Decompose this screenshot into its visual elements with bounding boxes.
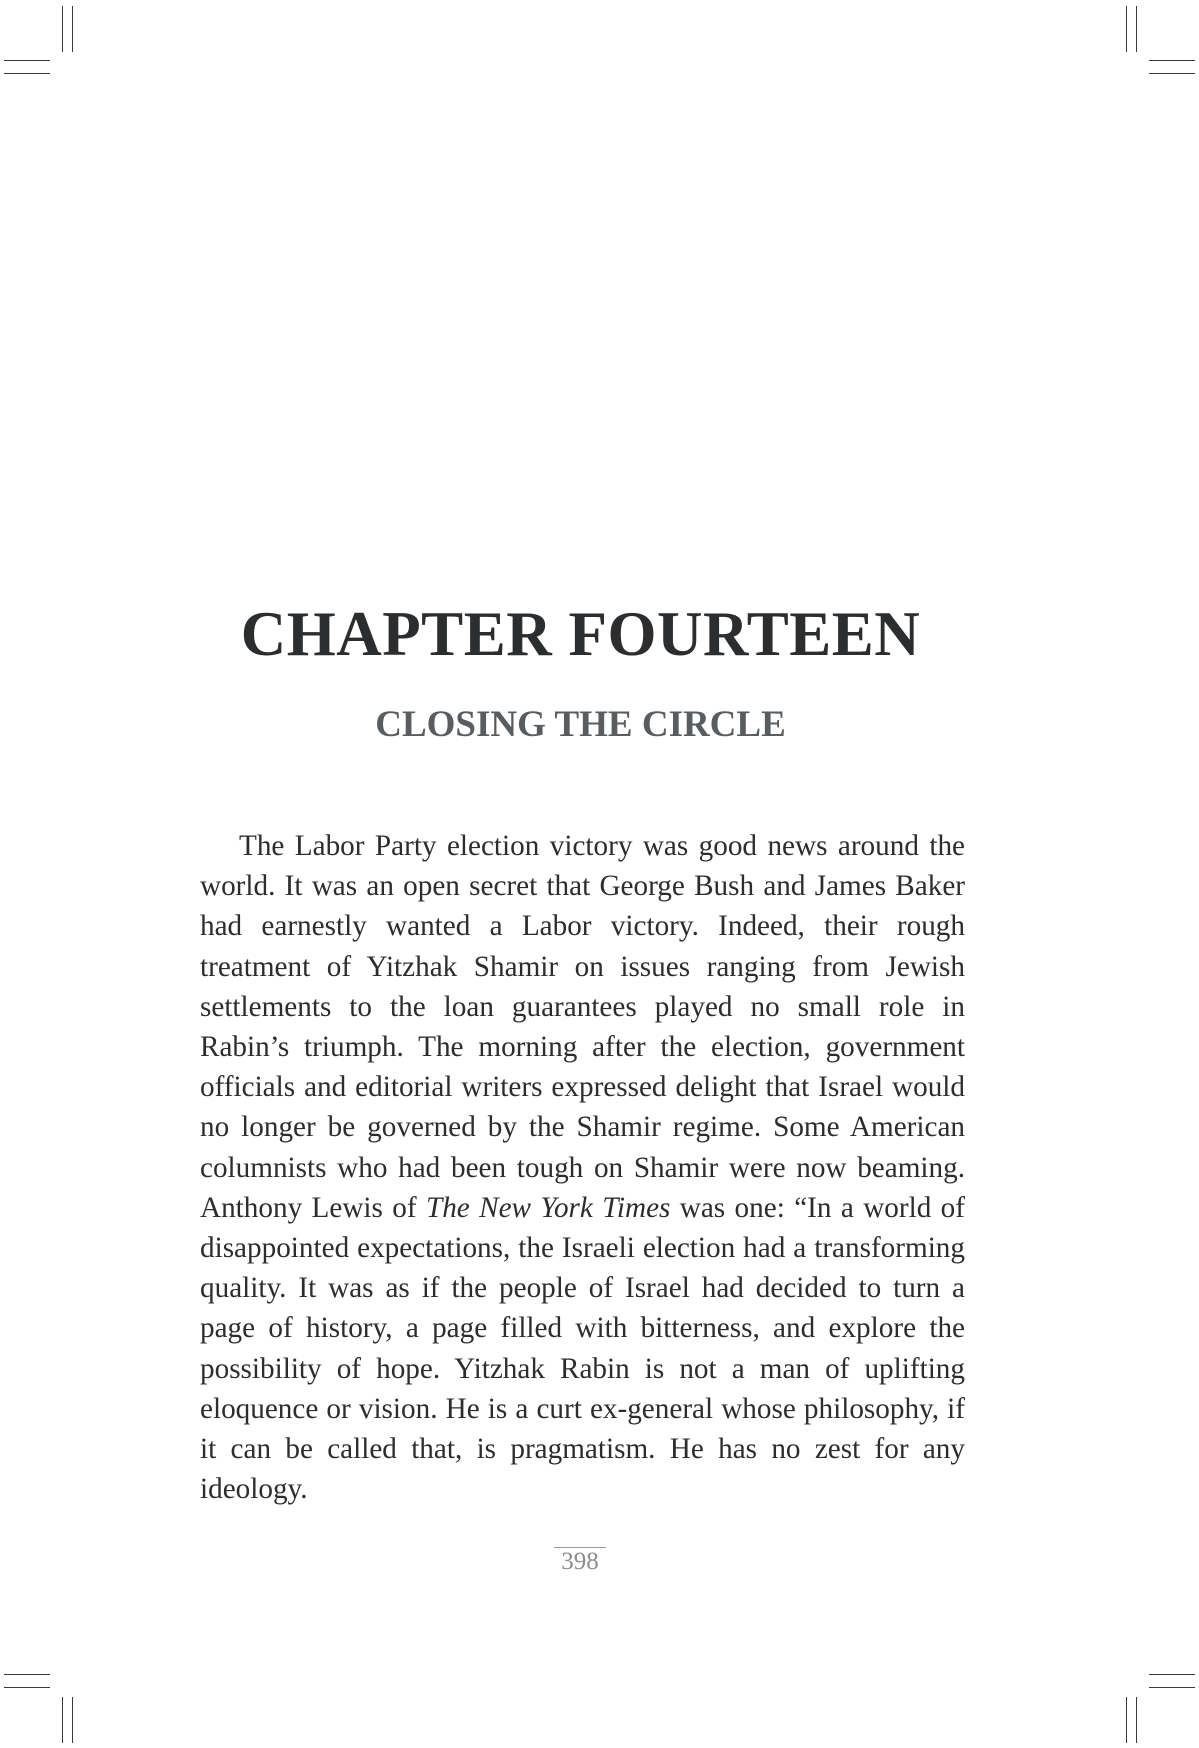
crop-mark-top-right-v1: [1126, 6, 1127, 52]
crop-mark-bottom-right-v2: [1136, 1697, 1137, 1743]
chapter-title: CHAPTER FOURTEEN: [240, 599, 921, 669]
crop-mark-bottom-left-h2: [4, 1687, 50, 1688]
body-text-part-1: The Labor Party election victory was good news around the world. It was an open secret that George Bush and James Baker had earnestly wanted a Labor victory. Indeed, their rough treatment of Yitzhak Shamir on issues ranging from Jewish settlements to the loan guarantees played no small role in Rabin’s triumph. The morning after the election, government officials and editorial writers expressed delight that Israel would no longer be governed by the Shamir regime. Some American columnists who had been tough on Shamir were now beaming. Anthony Lewis of: [200, 830, 965, 1224]
crop-mark-top-left-h2: [4, 73, 50, 74]
crop-mark-bottom-right-h1: [1149, 1674, 1195, 1675]
crop-mark-top-left-v1: [62, 6, 63, 52]
page-number: 398: [554, 1547, 606, 1576]
publication-title: The New York Times: [425, 1191, 671, 1224]
crop-mark-top-left-h1: [4, 60, 50, 61]
body-text-part-2: was one: “In a world of disappointed expectations, the Israeli election had a transforming quality. It was as if the people of Israel had decided to turn a page of history, a page filled with bitterness, and explore the possibility of hope. Yitzhak Rabin is not a man of uplifting eloquence or vision. He is a curt ex-general whose philosophy, if it can be called that, is pragmatism. He has no zest for any ideology.: [200, 1191, 965, 1506]
crop-mark-bottom-left-h1: [4, 1674, 50, 1675]
crop-mark-top-left-v2: [72, 6, 73, 52]
crop-mark-bottom-right-h2: [1149, 1687, 1195, 1688]
crop-mark-top-right-h2: [1149, 73, 1195, 74]
chapter-subtitle: CLOSING THE CIRCLE: [375, 704, 786, 745]
crop-mark-bottom-right-v1: [1126, 1697, 1127, 1743]
crop-mark-top-right-v2: [1136, 6, 1137, 52]
crop-mark-bottom-left-v2: [72, 1697, 73, 1743]
crop-mark-bottom-left-v1: [62, 1697, 63, 1743]
crop-mark-top-right-h1: [1149, 60, 1195, 61]
body-paragraph: [200, 826, 965, 1509]
